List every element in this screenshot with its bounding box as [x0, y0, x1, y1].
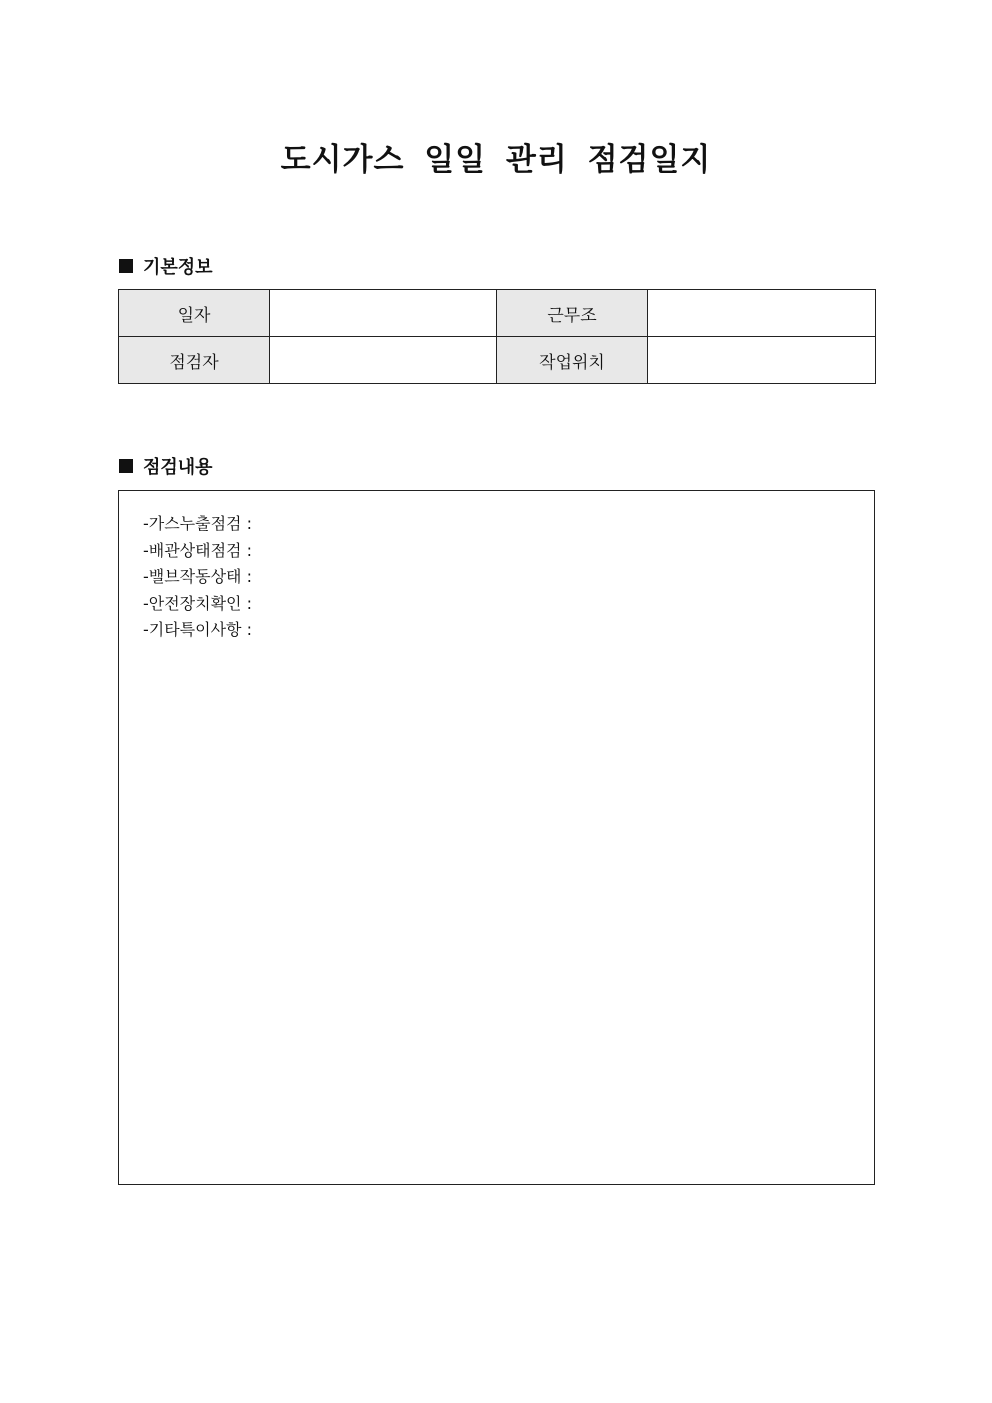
- square-bullet-icon: [119, 259, 133, 273]
- inspection-content-box[interactable]: [118, 490, 875, 1185]
- inspector-field[interactable]: [270, 337, 497, 384]
- section-heading-basic-info: [119, 253, 213, 279]
- list-item-valve-operation: -밸브작동상태 :: [143, 567, 252, 586]
- work-location-label: 작업위치: [497, 337, 648, 384]
- list-item-other-notes: -기타특이사항 :: [143, 620, 252, 639]
- list-item-safety-device: -안전장치확인 :: [143, 593, 252, 613]
- work-location-field[interactable]: [648, 337, 876, 384]
- page-title: 도시가스 일일 관리 점검일지: [280, 142, 712, 178]
- section-heading-label: 기본정보: [143, 257, 213, 278]
- section-heading-inspection: [119, 453, 213, 479]
- section-heading-label: 점검내용: [143, 457, 213, 478]
- shift-label: 근무조: [497, 290, 648, 337]
- square-bullet-icon: [119, 459, 133, 473]
- inspection-list: [119, 491, 874, 644]
- table-row: [119, 290, 876, 337]
- date-field[interactable]: [270, 290, 497, 337]
- basic-info-table: [118, 289, 876, 384]
- shift-field[interactable]: [648, 290, 876, 337]
- list-item-gas-leak: -가스누출점검 :: [143, 514, 252, 533]
- table-row: [119, 337, 876, 384]
- date-label: 일자: [119, 290, 270, 337]
- list-item-pipe-condition: -배관상태점검 :: [143, 540, 252, 560]
- inspector-label: 점검자: [119, 337, 270, 384]
